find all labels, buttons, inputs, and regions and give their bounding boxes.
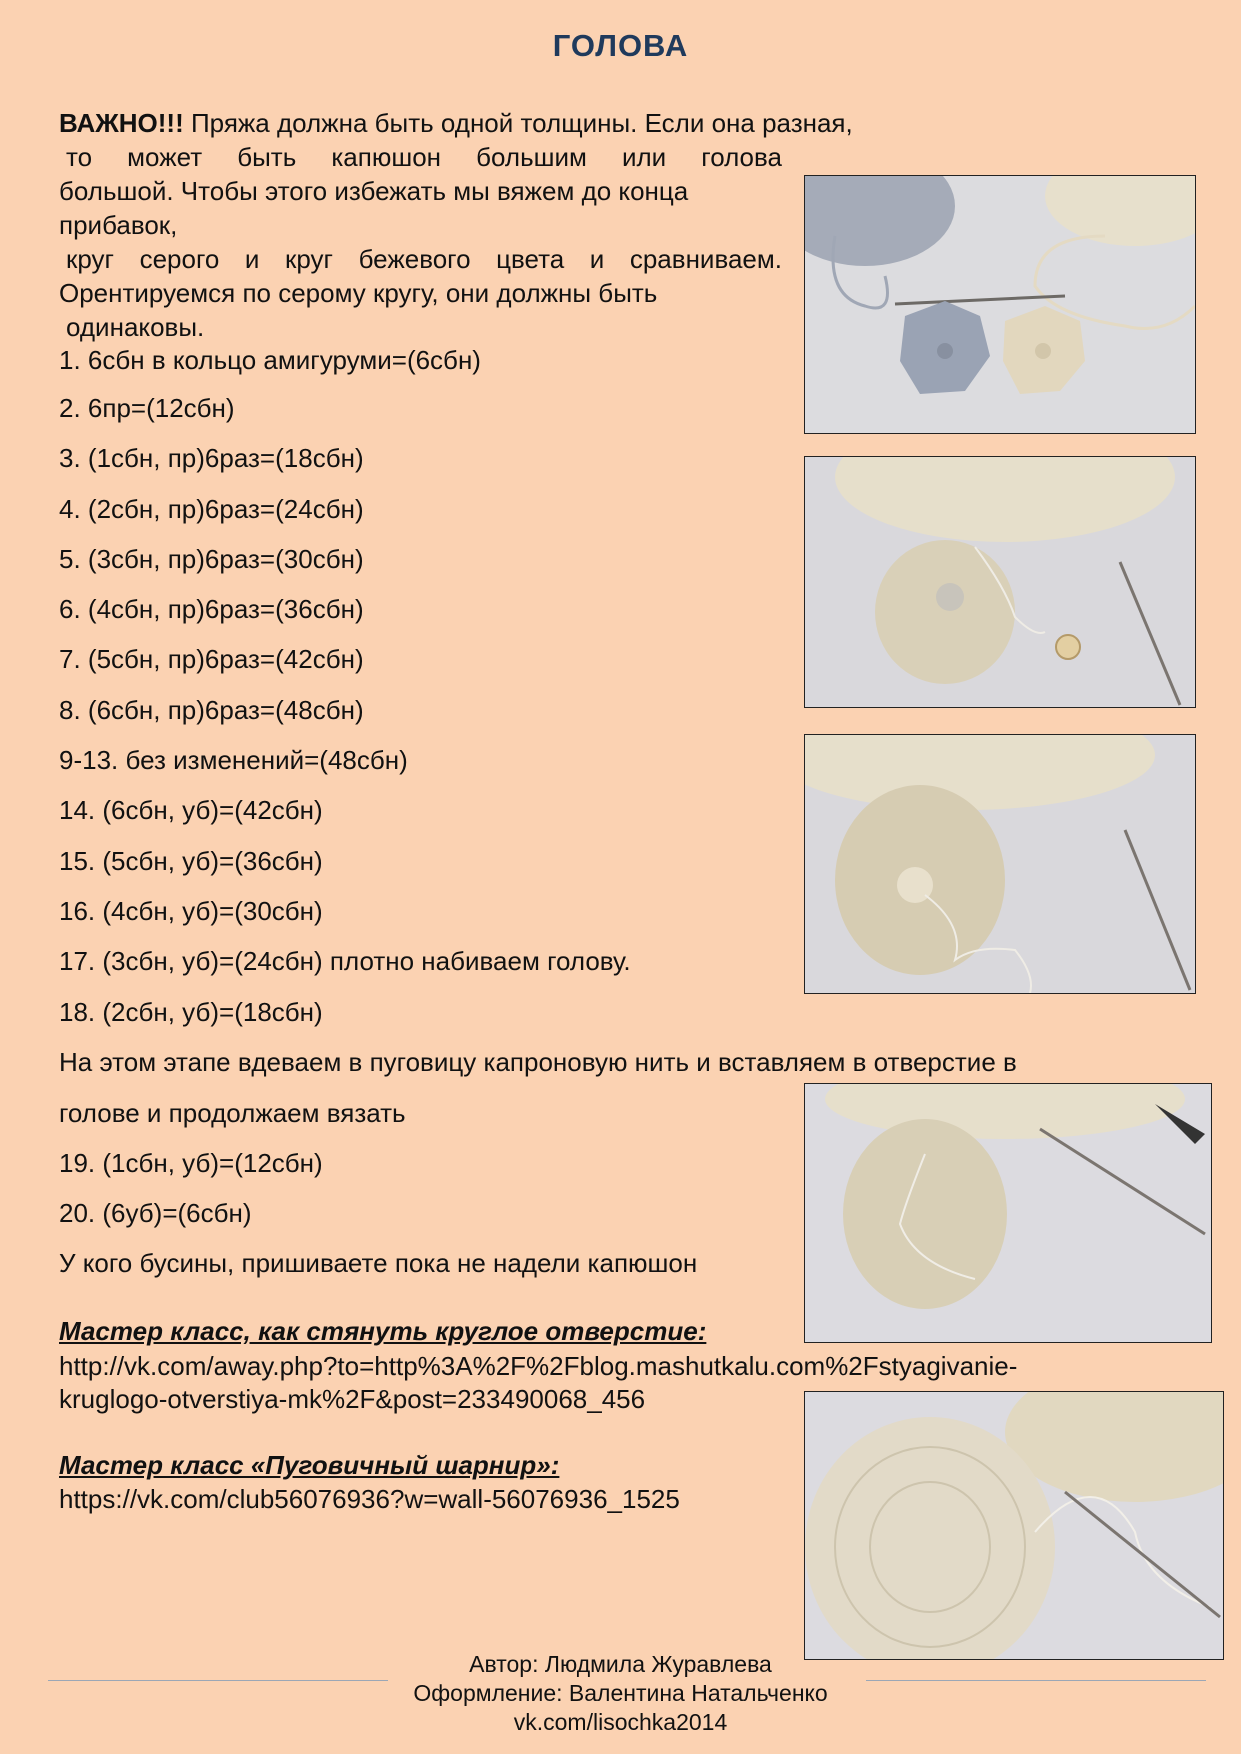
intro-line-5: круг серого и круг бежевого цвета и сравниваем. — [66, 244, 782, 274]
row-19: 19. (1сбн, уб)=(12сбн) — [59, 1148, 323, 1178]
master-class-1-link-cont[interactable] — [59, 1382, 645, 1416]
row-17: 17. (3сбн, уб)=(24сбн) плотно набиваем голову. — [59, 946, 631, 976]
master-class-1-link-line-2[interactable]: kruglogo-otverstiya-mk%2F&post=233490068_456 — [59, 1384, 646, 1414]
master-class-1-link[interactable] — [59, 1349, 1017, 1383]
row-4: 4. (2сбн, пр)6раз=(24сбн) — [59, 494, 364, 524]
intro-line-1-text: Пряжа должна быть одной толщины. Если она разная, — [183, 108, 853, 138]
row-6: 6. (4сбн, пр)6раз=(36сбн) — [59, 594, 364, 624]
intro-line-6: Орентируемся по серому кругу, они должны быть — [59, 278, 658, 308]
photo-head-finished — [804, 1391, 1224, 1660]
row-5: 5. (3сбн, пр)6раз=(30сбн) — [59, 544, 364, 574]
beads-note: У кого бусины, пришиваете пока не надели капюшон — [59, 1248, 698, 1278]
master-class-1-title: Мастер класс, как стянуть круглое отверстие: — [59, 1316, 707, 1346]
photo-yarn-circles — [804, 175, 1196, 434]
row-18: 18. (2сбн, уб)=(18сбн) — [59, 997, 323, 1027]
row-7: 7. (5сбн, пр)6раз=(42сбн) — [59, 644, 364, 674]
intro-line-4: прибавок, — [59, 210, 178, 240]
footer-design: Оформление: Валентина Натальченко — [413, 1680, 828, 1706]
footer-site[interactable]: vk.com/lisochka2014 — [513, 1709, 728, 1735]
button-note-line-2: голове и продолжаем вязать — [59, 1098, 406, 1128]
row-9-13: 9-13. без изменений=(48сбн) — [59, 745, 408, 775]
row-15: 15. (5сбн, уб)=(36сбн) — [59, 846, 323, 876]
row-20: 20. (6уб)=(6сбн) — [59, 1198, 252, 1228]
intro-line-1 — [59, 106, 853, 140]
intro-line-7: одинаковы. — [66, 312, 205, 342]
important-label: ВАЖНО!!! — [59, 108, 184, 138]
master-class-2-title: Мастер класс «Пуговичный шарнир»: — [59, 1450, 560, 1480]
row-14: 14. (6сбн, уб)=(42сбн) — [59, 795, 323, 825]
intro-line-3: большой. Чтобы этого избежать мы вяжем до конца — [59, 176, 689, 206]
row-1: 1. 6сбн в кольцо амигуруми=(6сбн) — [59, 345, 481, 375]
page-title: ГОЛОВА — [552, 28, 689, 63]
photo-head-button — [804, 456, 1196, 708]
master-class-1-link-line-1[interactable]: http://vk.com/away.php?to=http%3A%2F%2Fblog.mashutkalu.com%2Fstyagivanie- — [59, 1351, 1018, 1381]
photo-head-closing — [804, 1083, 1212, 1343]
intro-line-2: то может быть капюшон большим или голова — [66, 142, 782, 172]
button-note-line-1: На этом этапе вдеваем в пуговицу капроновую нить и вставляем в отверстие в — [59, 1047, 1017, 1077]
footer-author: Автор: Людмила Журавлева — [469, 1651, 772, 1677]
row-8: 8. (6сбн, пр)6раз=(48сбн) — [59, 695, 364, 725]
row-2: 2. 6пр=(12сбн) — [59, 393, 235, 423]
photo-head-stuffed — [804, 734, 1196, 994]
row-16: 16. (4сбн, уб)=(30сбн) — [59, 896, 323, 926]
row-3: 3. (1сбн, пр)6раз=(18сбн) — [59, 443, 364, 473]
master-class-2-link[interactable]: https://vk.com/club56076936?w=wall-56076936_1525 — [59, 1484, 680, 1514]
